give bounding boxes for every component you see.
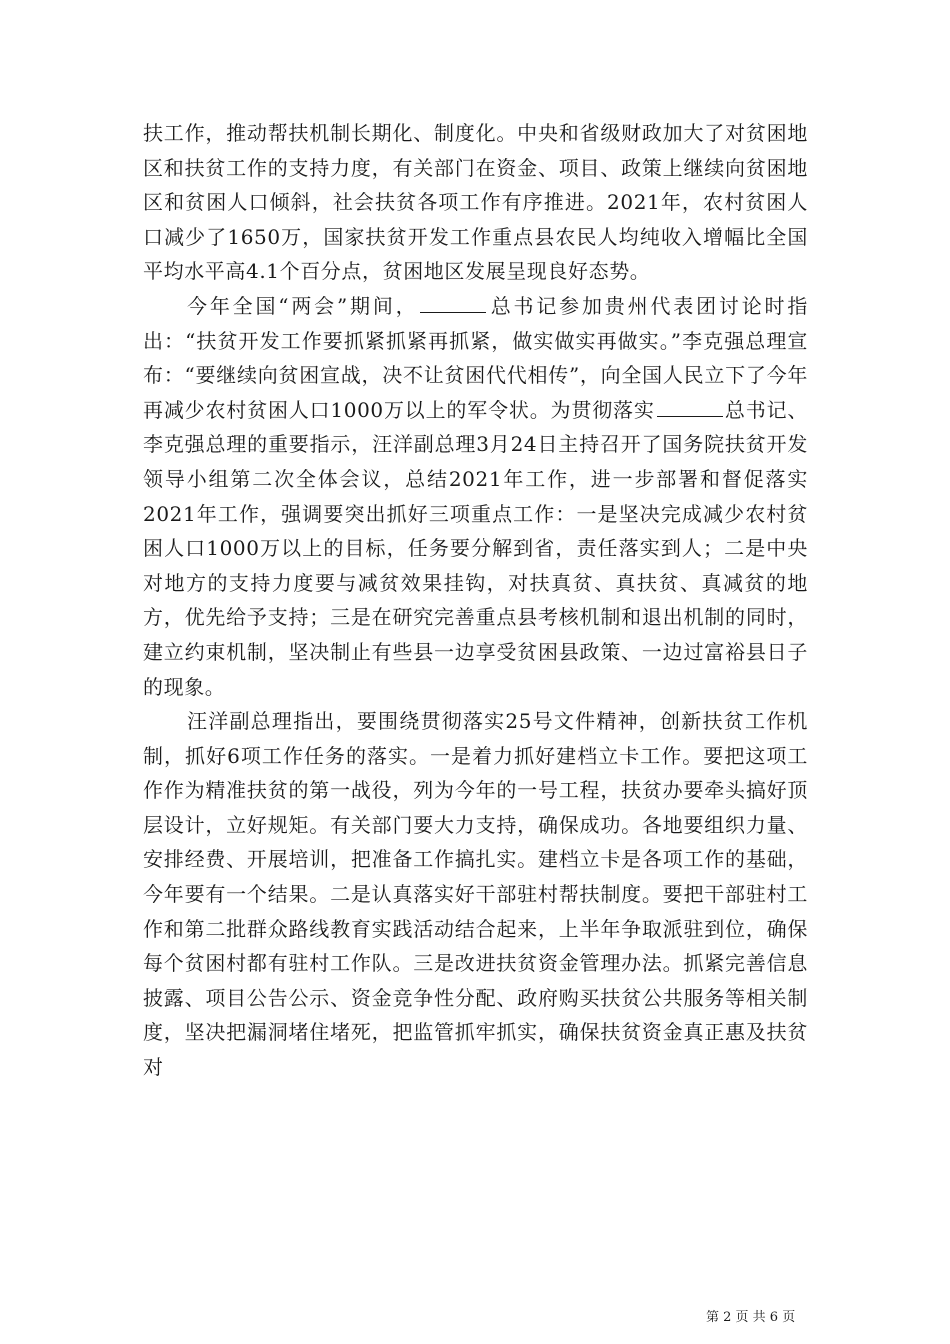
document-body bbox=[143, 116, 808, 1085]
page-number-footer: 第 2 页 共 6 页 bbox=[706, 1310, 796, 1325]
blank-underline bbox=[420, 294, 486, 313]
paragraph-2-part-1: 今年全国“两会”期间， bbox=[187, 293, 419, 318]
paragraph-1: 扶工作，推动帮扶机制长期化、制度化。中央和省级财政加大了对贫困地区和扶贫工作的支持力度，有关部门在资金、项目、政策上继续向贫困地区和贫困人口倾斜，社会扶贫各项工作有序推进。2021年，农村贫困人口减少了1650万，国家扶贫开发工作重点县农民人均纯收入增幅比全国平均水平高4.1个百分点，贫困地区发展呈现良好态势。 bbox=[143, 121, 808, 284]
paragraph-3: 汪洋副总理指出，要围绕贯彻落实25号文件精神，创新扶贫工作机制，抓好6项工作任务的落实。一是着力抓好建档立卡工作。要把这项工作作为精准扶贫的第一战役，列为今年的一号工程，扶贫办要牵头搞好顶层设计，立好规矩。有关部门要大力支持，确保成功。各地要组织力量、安排经费、开展培训，把准备工作搞扎实。建档立卡是各项工作的基础，今年要有一个结果。二是认真落实好干部驻村帮扶制度。要把干部驻村工作和第二批群众路线教育实践活动结合起来，上半年争取派驻到位，确保每个贫困村都有驻村工作队。三是改进扶贫资金管理办法。抓紧完善信息披露、项目公告公示、资金竞争性分配、政府购买扶贫公共服务等相关制度，坚决把漏洞堵住堵死，把监管抓牢抓实，确保扶贫资金真正惠及扶贫对 bbox=[143, 709, 808, 1080]
paragraph-2 bbox=[143, 289, 808, 704]
paragraph-2-part-2: 总书记参加贵州代表团讨论时指出：“扶贫开发工作要抓紧抓紧再抓紧，做实做实再做实。”李克强总理宣布：“要继续向贫困宣战，决不让贫困代代相传”，向全国人民立下了今年再减少农村贫困人口1000万以上的军令状。为贯彻落实 bbox=[143, 293, 808, 422]
blank-underline bbox=[657, 398, 723, 417]
paragraph-2-part-3: 总书记、李克强总理的重要指示，汪洋副总理3月24日主持召开了国务院扶贫开发领导小组第二次全体会议，总结2021年工作，进一步部署和督促落实2021年工作，强调要突出抓好三项重点工作：一是坚决完成减少农村贫困人口1000万以上的目标，任务要分解到省，责任落实到人；二是中央对地方的支持力度要与减贫效果挂钩，对扶真贫、真扶贫、真减贫的地方，优先给予支持；三是在研究完善重点县考核机制和退出机制的同时，建立约束机制，坚决制止有些县一边享受贫困县政策、一边过富裕县日子的现象。 bbox=[143, 397, 809, 699]
